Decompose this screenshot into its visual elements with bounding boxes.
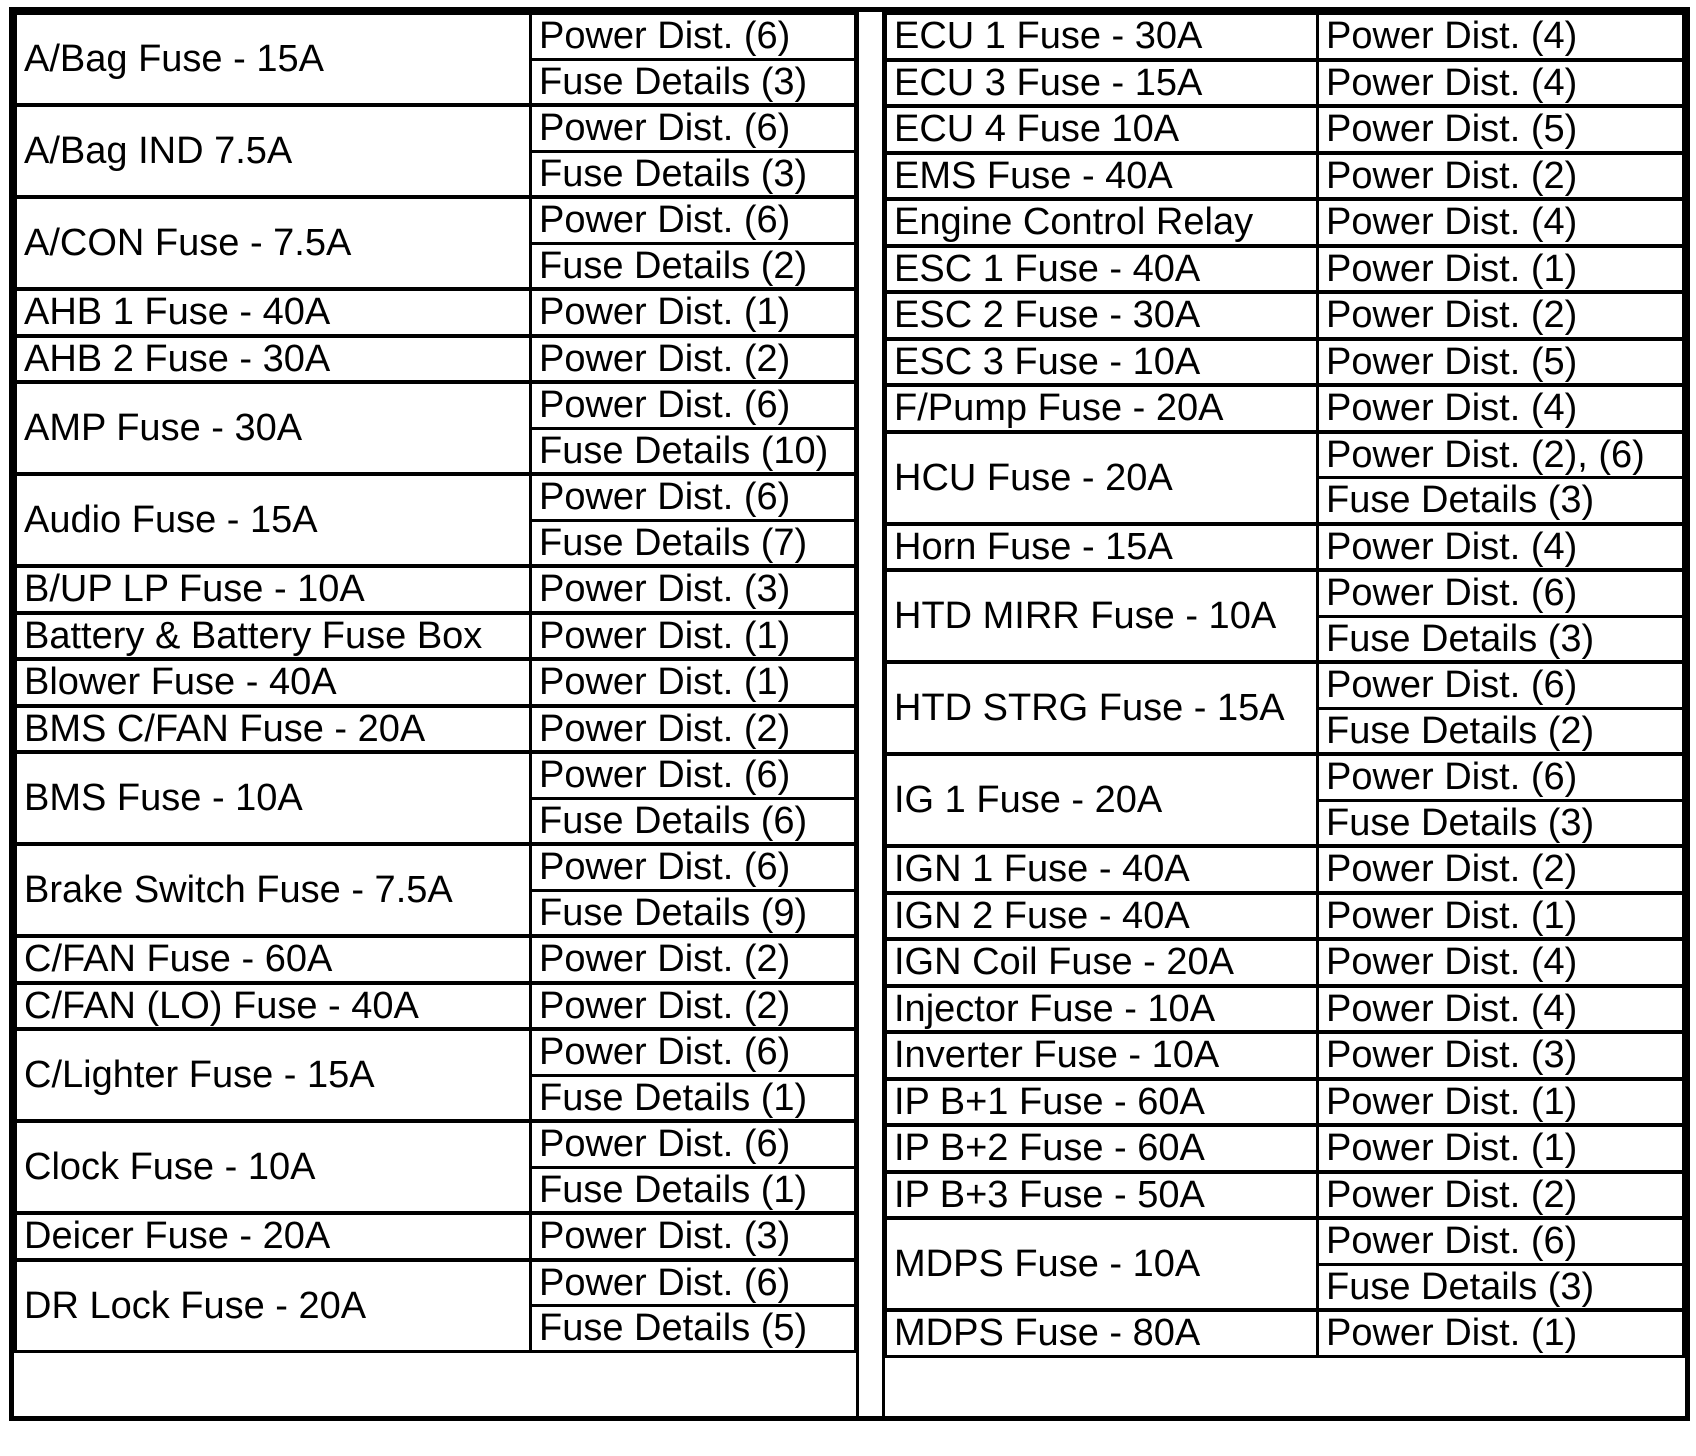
fuse-reference-cell: Fuse Details (2) (531, 243, 856, 289)
fuse-name-cell: Audio Fuse - 15A (16, 474, 531, 566)
fuse-row (886, 846, 1684, 893)
fuse-row (886, 1032, 1684, 1079)
fuse-reference-cell: Fuse Details (3) (1318, 800, 1684, 846)
fuse-reference-cell: Power Dist. (6) (531, 382, 856, 428)
fuse-reference-cell: Power Dist. (1) (1318, 1079, 1684, 1126)
fuse-reference-cell: Power Dist. (2), (6) (1318, 432, 1684, 478)
fuse-reference-cell: Power Dist. (1) (531, 613, 856, 660)
fuse-row (886, 1125, 1684, 1172)
fuse-reference-cell: Fuse Details (1) (531, 1167, 856, 1213)
fuse-name-cell: IG 1 Fuse - 20A (886, 754, 1318, 846)
fuse-row (886, 106, 1684, 153)
fuse-row (886, 754, 1684, 800)
fuse-row (16, 659, 856, 706)
fuse-reference-cell: Power Dist. (4) (1318, 60, 1684, 107)
fuse-name-cell: ESC 3 Fuse - 10A (886, 339, 1318, 386)
fuse-name-cell: IGN 2 Fuse - 40A (886, 893, 1318, 940)
fuse-name-cell: IGN Coil Fuse - 20A (886, 939, 1318, 986)
fuse-row (16, 13, 856, 59)
column-divider (856, 11, 859, 1418)
column-divider (882, 11, 885, 1418)
fuse-row (16, 613, 856, 660)
fuse-name-cell: ECU 4 Fuse 10A (886, 106, 1318, 153)
fuse-name-cell: C/Lighter Fuse - 15A (16, 1029, 531, 1121)
fuse-name-cell: Engine Control Relay (886, 199, 1318, 246)
fuse-name-cell: Injector Fuse - 10A (886, 986, 1318, 1033)
fuse-row (886, 60, 1684, 107)
fuse-name-cell: F/Pump Fuse - 20A (886, 385, 1318, 432)
fuse-name-cell: Brake Switch Fuse - 7.5A (16, 844, 531, 936)
fuse-row (886, 524, 1684, 571)
fuse-reference-cell: Power Dist. (6) (531, 1121, 856, 1167)
fuse-reference-cell: Power Dist. (6) (531, 474, 856, 520)
fuse-row (886, 339, 1684, 386)
fuse-reference-cell: Power Dist. (6) (531, 844, 856, 890)
fuse-reference-cell: Power Dist. (4) (1318, 986, 1684, 1033)
fuse-row (886, 662, 1684, 708)
fuse-index-table-right (884, 11, 1685, 1358)
fuse-reference-cell: Fuse Details (5) (531, 1306, 856, 1352)
fuse-name-cell: MDPS Fuse - 80A (886, 1310, 1318, 1356)
fuse-row (16, 1260, 856, 1306)
fuse-row (16, 706, 856, 753)
fuse-name-cell: BMS Fuse - 10A (16, 752, 531, 844)
fuse-name-cell: Deicer Fuse - 20A (16, 1213, 531, 1260)
fuse-reference-cell: Power Dist. (6) (531, 1260, 856, 1306)
fuse-row (16, 1029, 856, 1075)
fuse-name-cell: HTD MIRR Fuse - 10A (886, 570, 1318, 662)
fuse-reference-cell: Power Dist. (3) (531, 1213, 856, 1260)
fuse-row (886, 13, 1684, 60)
fuse-index-table-left (14, 11, 857, 1353)
fuse-reference-cell: Power Dist. (5) (1318, 106, 1684, 153)
fuse-reference-cell: Power Dist. (2) (531, 336, 856, 383)
fuse-reference-cell: Fuse Details (7) (531, 520, 856, 566)
fuse-reference-cell: Power Dist. (3) (1318, 1032, 1684, 1079)
fuse-name-cell: IP B+3 Fuse - 50A (886, 1172, 1318, 1219)
fuse-name-cell: HCU Fuse - 20A (886, 432, 1318, 524)
fuse-reference-cell: Power Dist. (3) (531, 566, 856, 613)
fuse-reference-cell: Power Dist. (4) (1318, 385, 1684, 432)
fuse-reference-cell: Fuse Details (10) (531, 428, 856, 474)
fuse-name-cell: AHB 2 Fuse - 30A (16, 336, 531, 383)
fuse-reference-cell: Power Dist. (2) (1318, 153, 1684, 200)
fuse-row (886, 1218, 1684, 1264)
fuse-reference-cell: Power Dist. (6) (531, 197, 856, 243)
fuse-row (16, 105, 856, 151)
fuse-reference-cell: Power Dist. (6) (1318, 570, 1684, 616)
fuse-reference-cell: Power Dist. (4) (1318, 939, 1684, 986)
fuse-name-cell: C/FAN Fuse - 60A (16, 936, 531, 983)
fuse-name-cell: EMS Fuse - 40A (886, 153, 1318, 200)
fuse-row (886, 1079, 1684, 1126)
fuse-name-cell: Clock Fuse - 10A (16, 1121, 531, 1213)
fuse-row (16, 752, 856, 798)
fuse-reference-cell: Power Dist. (6) (531, 752, 856, 798)
fuse-reference-cell: Power Dist. (1) (1318, 893, 1684, 940)
fuse-reference-cell: Power Dist. (6) (531, 105, 856, 151)
fuse-name-cell: A/Bag Fuse - 15A (16, 13, 531, 105)
fuse-row (16, 983, 856, 1030)
fuse-reference-cell: Fuse Details (3) (531, 151, 856, 197)
fuse-name-cell: AMP Fuse - 30A (16, 382, 531, 474)
fuse-name-cell: Battery & Battery Fuse Box (16, 613, 531, 660)
fuse-row (886, 292, 1684, 339)
fuse-reference-cell: Power Dist. (1) (531, 289, 856, 336)
fuse-row (16, 936, 856, 983)
fuse-name-cell: IGN 1 Fuse - 40A (886, 846, 1318, 893)
fuse-reference-cell: Power Dist. (5) (1318, 339, 1684, 386)
fuse-name-cell: Inverter Fuse - 10A (886, 1032, 1318, 1079)
fuse-reference-cell: Power Dist. (2) (531, 706, 856, 753)
fuse-reference-cell: Fuse Details (3) (1318, 1264, 1684, 1310)
fuse-row (886, 385, 1684, 432)
fuse-name-cell: MDPS Fuse - 10A (886, 1218, 1318, 1310)
fuse-reference-cell: Power Dist. (4) (1318, 199, 1684, 246)
fuse-reference-cell: Power Dist. (2) (1318, 1172, 1684, 1219)
fuse-name-cell: HTD STRG Fuse - 15A (886, 662, 1318, 754)
fuse-reference-cell: Power Dist. (6) (531, 1029, 856, 1075)
fuse-row (886, 432, 1684, 478)
fuse-name-cell: IP B+1 Fuse - 60A (886, 1079, 1318, 1126)
fuse-name-cell: Horn Fuse - 15A (886, 524, 1318, 571)
fuse-reference-cell: Power Dist. (2) (1318, 846, 1684, 893)
fuse-name-cell: IP B+2 Fuse - 60A (886, 1125, 1318, 1172)
fuse-reference-cell: Power Dist. (6) (531, 13, 856, 59)
fuse-row (886, 939, 1684, 986)
fuse-row (16, 289, 856, 336)
fuse-reference-cell: Power Dist. (4) (1318, 13, 1684, 60)
fuse-reference-cell: Power Dist. (1) (1318, 1125, 1684, 1172)
fuse-reference-cell: Fuse Details (3) (531, 59, 856, 105)
fuse-row (16, 1121, 856, 1167)
fuse-row (16, 844, 856, 890)
fuse-reference-cell: Fuse Details (1) (531, 1075, 856, 1121)
fuse-reference-cell: Power Dist. (2) (1318, 292, 1684, 339)
fuse-row (16, 566, 856, 613)
fuse-row (16, 382, 856, 428)
fuse-row (16, 197, 856, 243)
fuse-reference-cell: Power Dist. (2) (531, 983, 856, 1030)
fuse-reference-cell: Power Dist. (6) (1318, 754, 1684, 800)
fuse-reference-cell: Power Dist. (4) (1318, 524, 1684, 571)
fuse-row (886, 1310, 1684, 1356)
fuse-name-cell: Blower Fuse - 40A (16, 659, 531, 706)
fuse-reference-cell: Fuse Details (9) (531, 890, 856, 936)
fuse-row (886, 570, 1684, 616)
fuse-reference-cell: Power Dist. (2) (531, 936, 856, 983)
fuse-reference-cell: Power Dist. (1) (1318, 246, 1684, 293)
fuse-reference-cell: Power Dist. (1) (531, 659, 856, 706)
fuse-reference-cell: Power Dist. (1) (1318, 1310, 1684, 1356)
fuse-reference-cell: Fuse Details (3) (1318, 478, 1684, 524)
fuse-row (16, 336, 856, 383)
fuse-name-cell: BMS C/FAN Fuse - 20A (16, 706, 531, 753)
fuse-name-cell: ESC 2 Fuse - 30A (886, 292, 1318, 339)
fuse-reference-cell: Power Dist. (6) (1318, 662, 1684, 708)
fuse-reference-cell: Power Dist. (6) (1318, 1218, 1684, 1264)
fuse-reference-cell: Fuse Details (3) (1318, 616, 1684, 662)
fuse-row (886, 893, 1684, 940)
fuse-name-cell: A/Bag IND 7.5A (16, 105, 531, 197)
fuse-reference-cell: Fuse Details (2) (1318, 708, 1684, 754)
fuse-name-cell: B/UP LP Fuse - 10A (16, 566, 531, 613)
fuse-row (886, 986, 1684, 1033)
fuse-reference-cell: Fuse Details (6) (531, 798, 856, 844)
fuse-row (886, 199, 1684, 246)
fuse-name-cell: DR Lock Fuse - 20A (16, 1260, 531, 1352)
fuse-row (16, 474, 856, 520)
fuse-row (886, 153, 1684, 200)
fuse-name-cell: ESC 1 Fuse - 40A (886, 246, 1318, 293)
fuse-row (886, 1172, 1684, 1219)
fuse-name-cell: ECU 1 Fuse - 30A (886, 13, 1318, 60)
fuse-row (886, 246, 1684, 293)
fuse-name-cell: C/FAN (LO) Fuse - 40A (16, 983, 531, 1030)
fuse-name-cell: A/CON Fuse - 7.5A (16, 197, 531, 289)
fuse-name-cell: ECU 3 Fuse - 15A (886, 60, 1318, 107)
fuse-row (16, 1213, 856, 1260)
fuse-name-cell: AHB 1 Fuse - 40A (16, 289, 531, 336)
